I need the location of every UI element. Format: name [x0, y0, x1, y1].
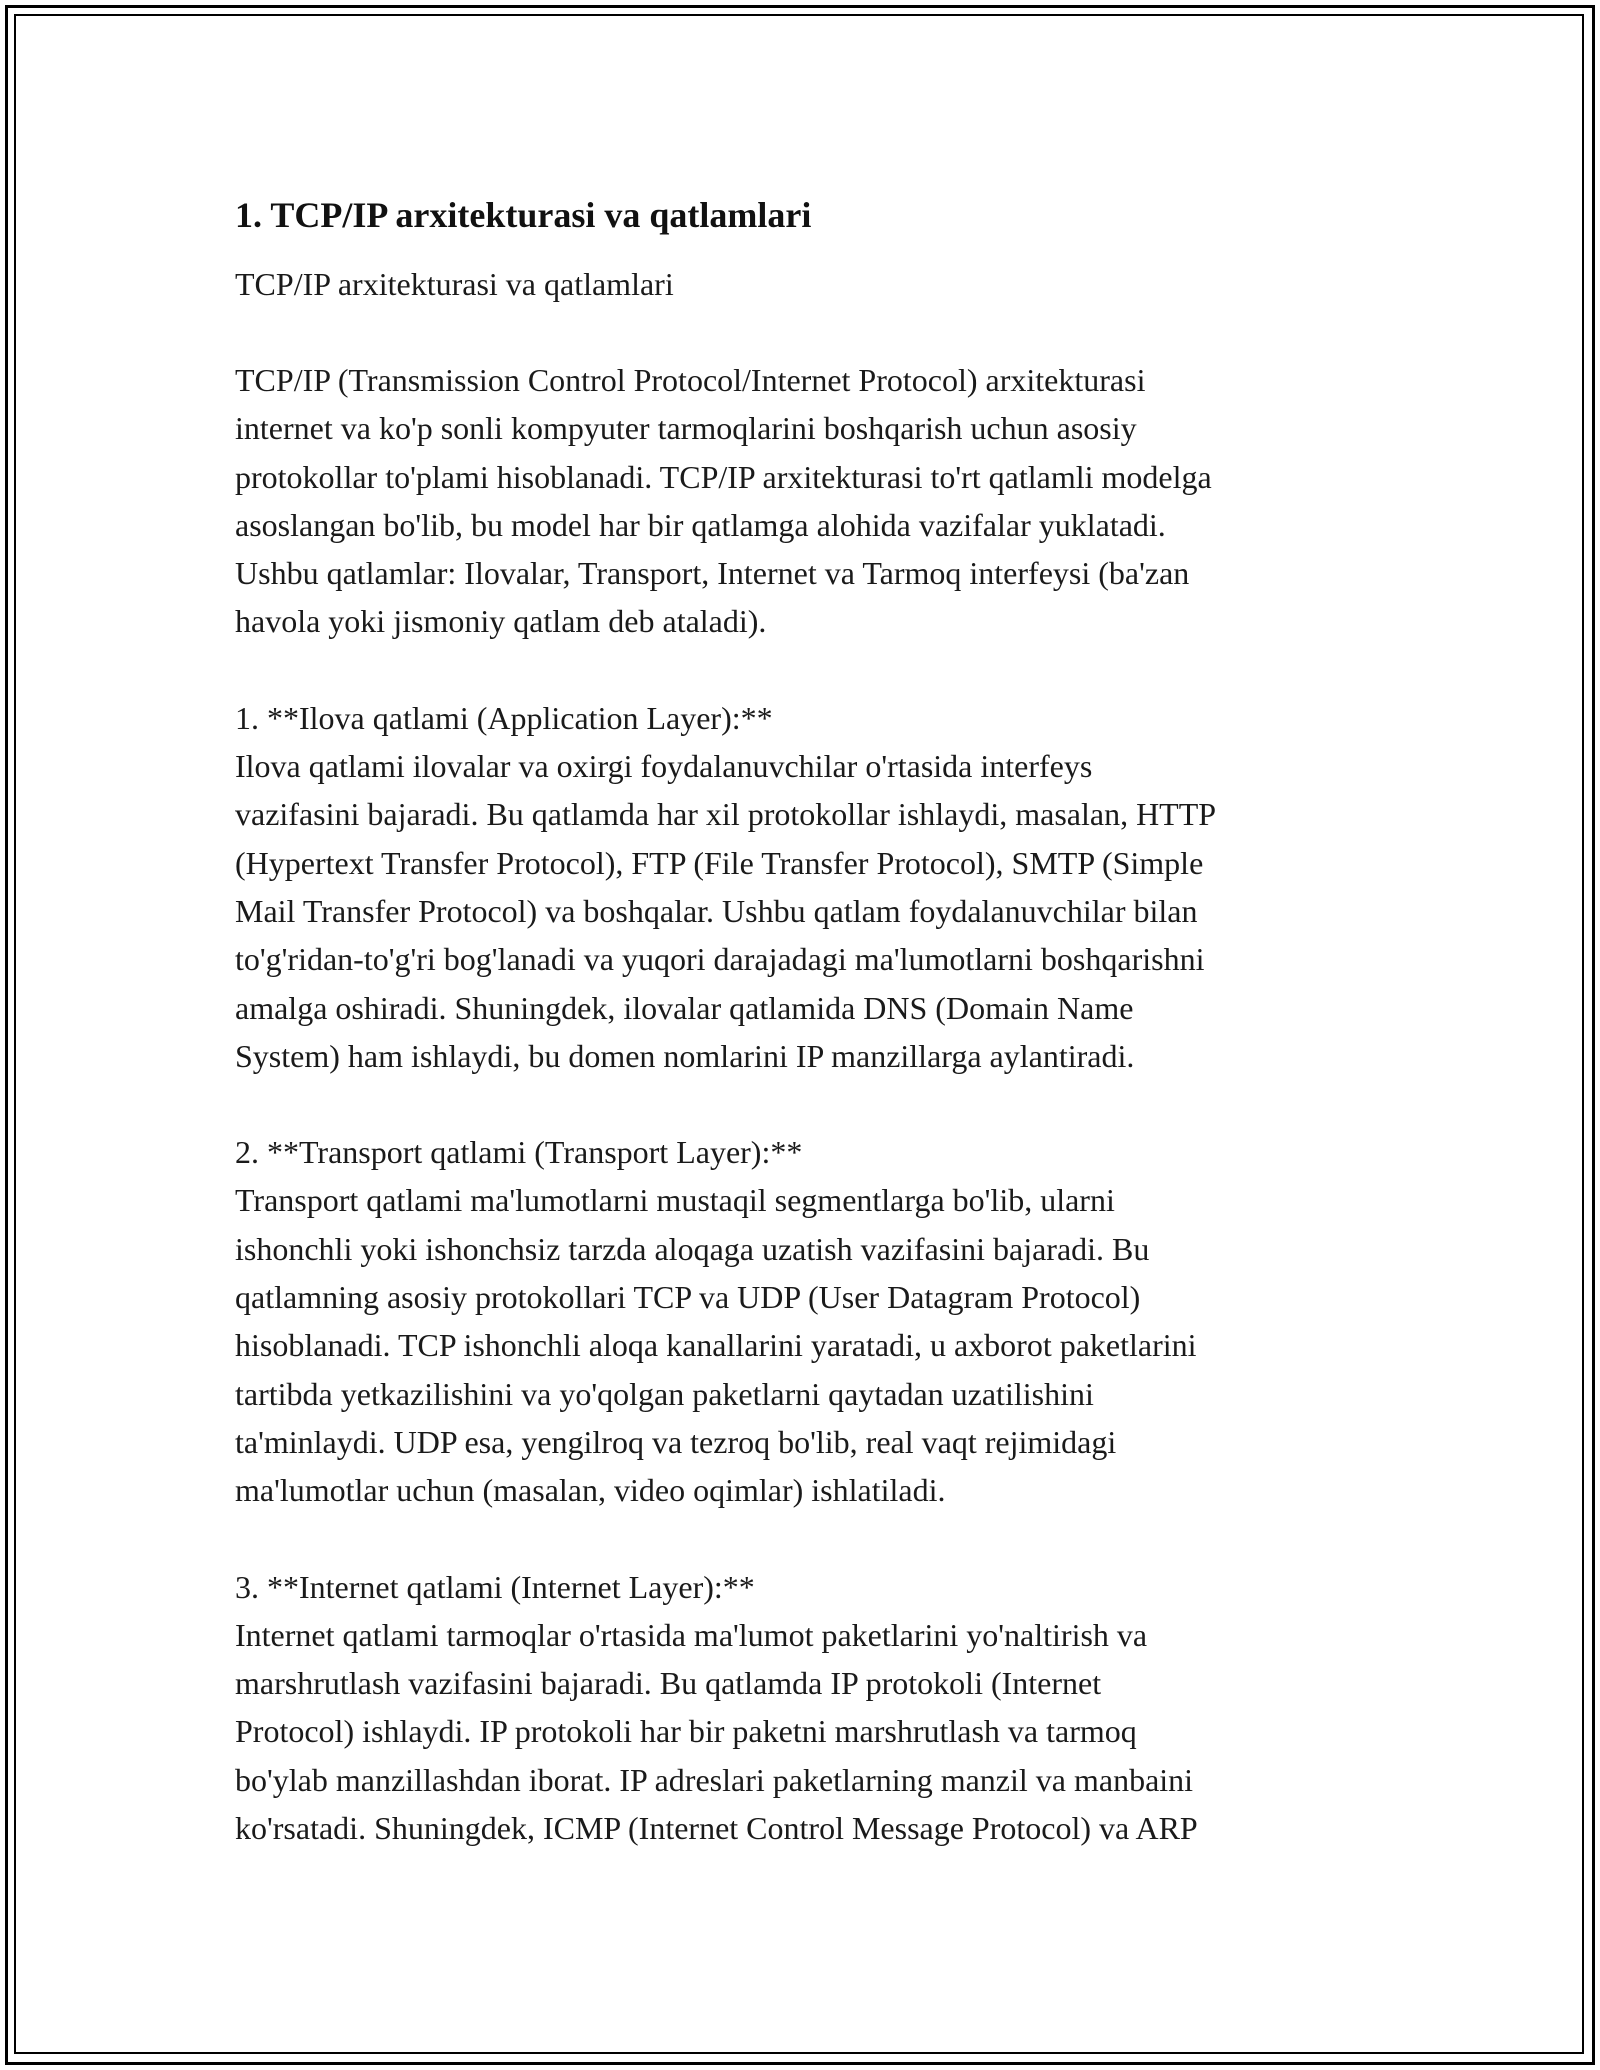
intro-paragraph: TCP/IP (Transmission Control Protocol/Internet Protocol) arxitekturasi internet va ko'p sonli kompyuter tarmoqlarini boshqarish uchun asosiy protokollar to'plami hisoblanadi. TCP/IP arxitekturasi to'rt qatlamli modelga asoslangan bo'lib, bu model har bir qatlamga alohida vazifalar yuklatadi. Ushbu qatlamlar: Ilovalar, Transport, Internet va Tarmoq interfeysi (ba'zan havola yoki jismoniy qatlam deb ataladi). [235, 362, 1212, 640]
section-application-layer: 1. **Ilova qatlami (Application Layer):** Ilova qatlami ilovalar va oxirgi foydalanuvchilar o'rtasida interfeys vazifasini bajaradi. Bu qatlamda har xil protokollar ishlaydi, masalan, HTTP (Hypertext Transfer Protocol), FTP (File Transfer Protocol), SMTP (Simple Mail Transfer Protocol) va boshqalar. Ushbu qatlam foydalanuvchilar bilan to'g'ridan-to'g'ri bog'lanadi va yuqori darajadagi ma'lumotlarni boshqarishni amalga oshiradi. Shuningdek, ilovalar qatlamida DNS (Domain Name System) ham ishlaydi, bu domen nomlarini IP manzillarga aylantiradi. [235, 699, 1217, 1074]
document-title: 1. TCP/IP arxitekturasi va qatlamlari [235, 195, 812, 235]
section-internet-layer: 3. **Internet qatlami (Internet Layer):** Internet qatlami tarmoqlar o'rtasida ma'lumot paketlarini yo'naltirish va marshrutlash vazifasini bajaradi. Bu qatlamda IP protokoli (Internet Protocol) ishlaydi. IP protokoli har bir paketni marshrutlash va tarmoq bo'ylab manzillashdan iborat. IP adreslari paketlarning manzil va manbaini ko'rsatadi. Shuningdek, ICMP (Internet Control Message Protocol) va ARP [235, 1568, 1198, 1847]
document-subtitle: TCP/IP arxitekturasi va qatlamlari [235, 266, 674, 302]
document-body [235, 190, 1375, 1852]
section-transport-layer: 2. **Transport qatlami (Transport Layer):** Transport qatlami ma'lumotlarni mustaqil segmentlarga bo'lib, ularni ishonchli yoki ishonchsiz tarzda aloqaga uzatish vazifasini bajaradi. Bu qatlamning asosiy protokollari TCP va UDP (User Datagram Protocol) hisoblanadi. TCP ishonchli aloqa kanallarini yaratadi, u axborot paketlarini tartibda yetkazilishini va yo'qolgan paketlarni qaytadan uzatilishini ta'minlaydi. UDP esa, yengilroq va tezroq bo'lib, real vaqt rejimidagi ma'lumotlar uchun (masalan, video oqimlar) ishlatiladi. [235, 1134, 1197, 1509]
